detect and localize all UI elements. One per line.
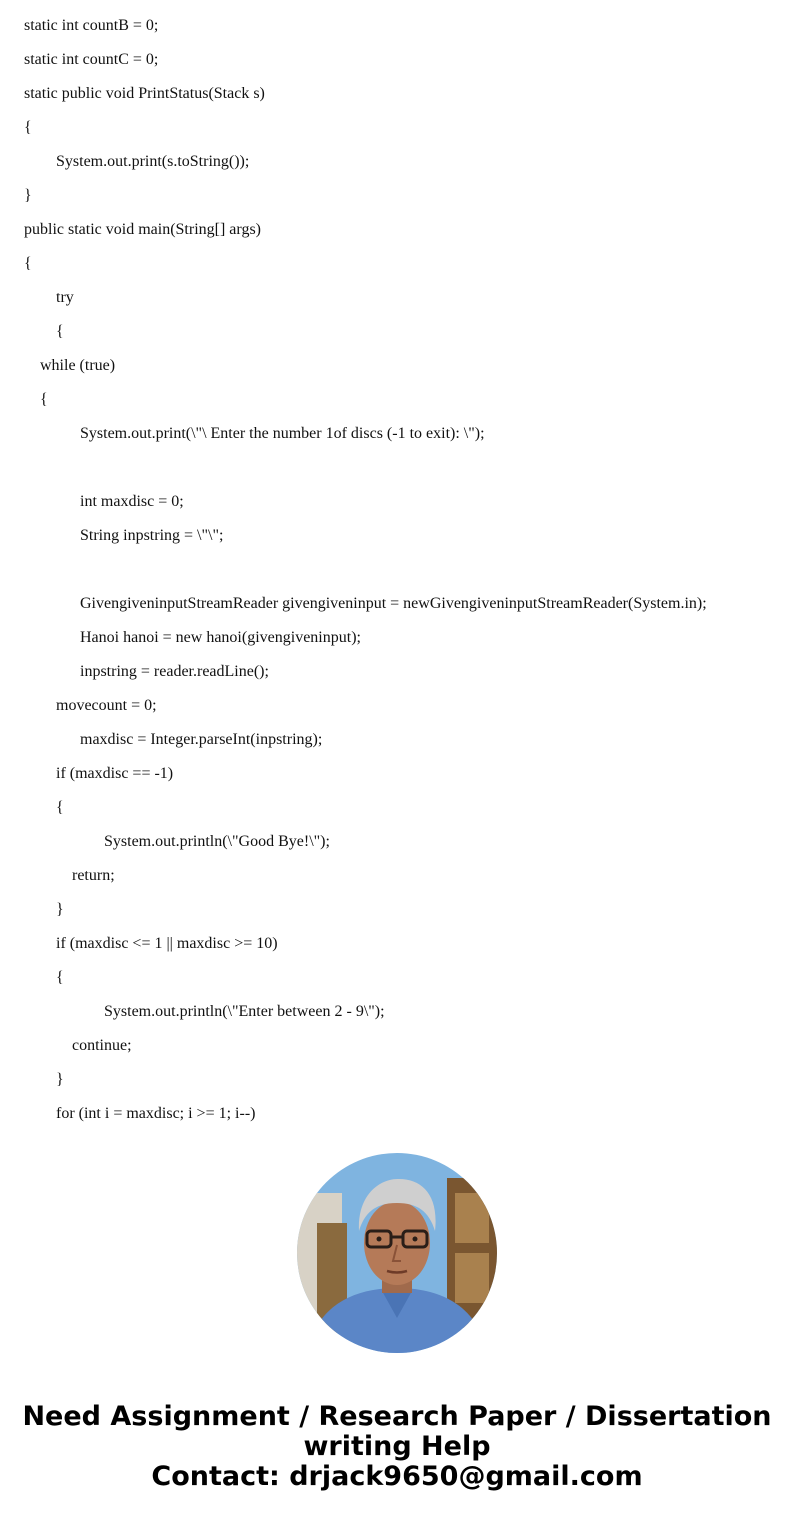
- code-line: }: [24, 187, 32, 204]
- code-line: }: [56, 1071, 64, 1088]
- code-line: System.out.println(\"Good Bye!\");: [104, 833, 330, 850]
- code-line: {: [56, 799, 64, 816]
- footer-contact-line: Contact: drjack9650@gmail.com: [151, 1461, 643, 1492]
- code-line: {: [24, 255, 32, 272]
- code-line: {: [56, 323, 64, 340]
- code-line: continue;: [72, 1037, 132, 1054]
- code-line: static int countB = 0;: [24, 17, 159, 34]
- code-line: GivengiveninputStreamReader givengiveninput = newGivengiveninputStreamReader(System.in);: [80, 595, 707, 612]
- code-line: movecount = 0;: [56, 697, 157, 714]
- code-line: int maxdisc = 0;: [80, 493, 184, 510]
- code-line: Hanoi hanoi = new hanoi(givengiveninput);: [80, 629, 361, 646]
- code-line: while (true): [40, 357, 116, 374]
- code-line: System.out.println(\"Enter between 2 - 9\");: [104, 1003, 385, 1020]
- code-line: }: [56, 901, 64, 918]
- footer-line-2: writing Help: [303, 1431, 491, 1462]
- avatar-photo: [297, 1153, 497, 1353]
- code-line: String inpstring = \"\";: [80, 527, 224, 544]
- code-line: static int countC = 0;: [24, 51, 159, 68]
- code-line: [0, 451, 794, 485]
- code-line: if (maxdisc == -1): [56, 765, 174, 782]
- contact-footer: [0, 1402, 794, 1492]
- code-line: System.out.print(\"\ Enter the number 1of discs (-1 to exit): \");: [80, 425, 485, 442]
- code-line: [0, 553, 794, 587]
- code-line: public static void main(String[] args): [24, 221, 261, 238]
- code-line: for (int i = maxdisc; i >= 1; i--): [56, 1105, 256, 1122]
- footer-line-1: Need Assignment / Research Paper / Dissertation: [22, 1401, 772, 1432]
- code-line: {: [56, 969, 64, 986]
- code-line: static public void PrintStatus(Stack s): [24, 85, 265, 102]
- code-listing: [0, 9, 794, 1131]
- author-avatar: [297, 1153, 497, 1353]
- code-line: if (maxdisc <= 1 || maxdisc >= 10): [56, 935, 278, 952]
- code-line: {: [40, 391, 48, 408]
- code-line: maxdisc = Integer.parseInt(inpstring);: [80, 731, 323, 748]
- code-line: {: [24, 119, 32, 136]
- code-line: System.out.print(s.toString());: [56, 153, 250, 170]
- code-line: inpstring = reader.readLine();: [80, 663, 269, 680]
- code-line: try: [56, 289, 74, 306]
- code-line: return;: [72, 867, 115, 884]
